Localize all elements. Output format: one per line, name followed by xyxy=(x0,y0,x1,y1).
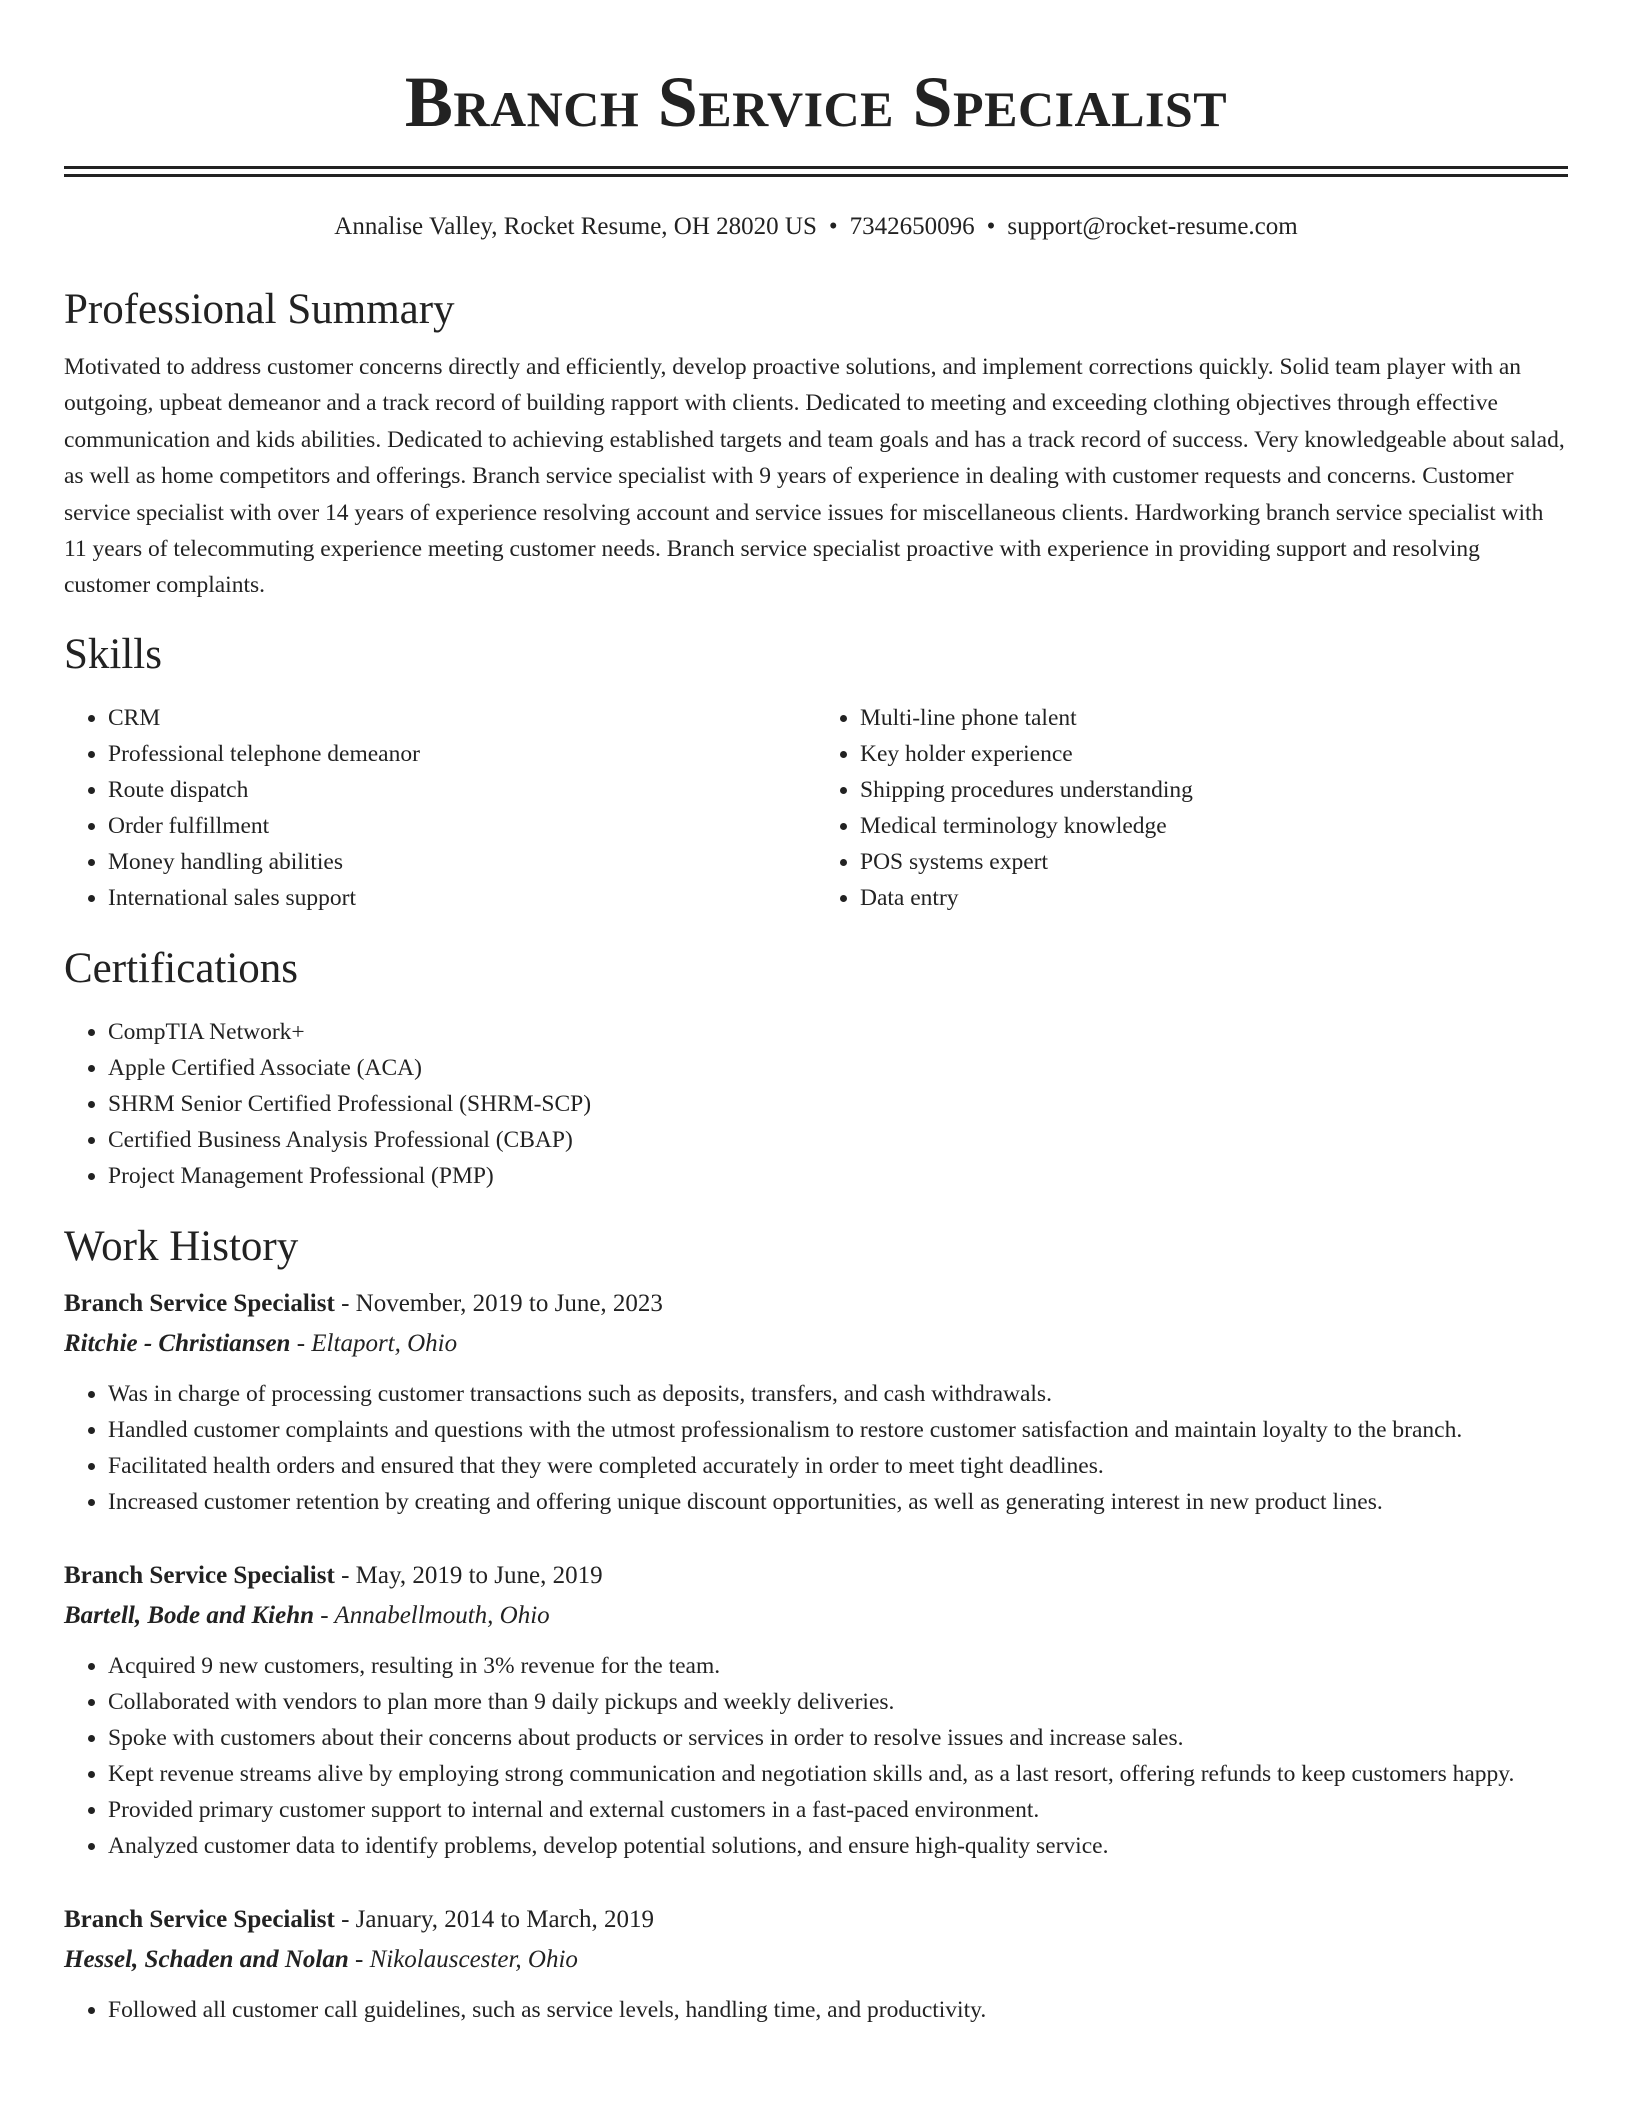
job-company-line: Ritchie - Christiansen - Eltaport, Ohio xyxy=(64,1329,458,1357)
job-company-line: Bartell, Bode and Kiehn - Annabellmouth, Ohio xyxy=(64,1601,550,1629)
job-company-line: Hessel, Schaden and Nolan - Nikolauscester, Ohio xyxy=(64,1945,578,1973)
skill-item: • Money handling abilities xyxy=(108,844,816,880)
contact-separator: • xyxy=(828,213,838,240)
job-dates: May, 2019 to June, 2019 xyxy=(355,1561,603,1589)
job-entry xyxy=(64,1284,1568,1520)
header-double-rule xyxy=(64,166,1568,177)
job-dates: January, 2014 to March, 2019 xyxy=(355,1905,654,1933)
skill-item: • Key holder experience xyxy=(860,736,1568,772)
job-bullet: • Spoke with customers about their concerns about products or services in order to resolve issues and increase sales. xyxy=(108,1720,1568,1756)
job-company: Ritchie - Christiansen xyxy=(64,1329,291,1357)
skills-heading: Skills xyxy=(64,630,162,678)
job-bullet: • Provided primary customer support to internal and external customers in a fast-paced environment. xyxy=(108,1792,1568,1828)
job-location: Nikolauscester, Ohio xyxy=(369,1945,578,1973)
job-title-line: Branch Service Specialist - May, 2019 to June, 2019 xyxy=(64,1561,603,1589)
skill-item: • International sales support xyxy=(108,880,816,916)
job-title: Branch Service Specialist xyxy=(64,1561,335,1589)
job-location: Eltaport, Ohio xyxy=(311,1329,458,1357)
certifications-heading: Certifications xyxy=(64,944,299,992)
contact-line xyxy=(64,211,1568,243)
job-bullet: • Kept revenue streams alive by employing strong communication and negotiation skills and, as a last resort, offering refunds to keep customers happy. xyxy=(108,1756,1568,1792)
job-title: Branch Service Specialist xyxy=(64,1905,335,1933)
contact-email: support@rocket-resume.com xyxy=(1007,213,1298,240)
job-bullet: • Collaborated with vendors to plan more than 9 daily pickups and weekly deliveries. xyxy=(108,1684,1568,1720)
job-bullet: • Was in charge of processing customer transactions such as deposits, transfers, and cash withdrawals. xyxy=(108,1376,1568,1412)
candidate-name: Branch Service Specialist xyxy=(404,62,1228,142)
skills-list-left xyxy=(64,700,816,916)
skill-item: • Medical terminology knowledge xyxy=(860,808,1568,844)
skills-columns xyxy=(64,700,1568,916)
certification-item: • Project Management Professional (PMP) xyxy=(108,1158,1568,1194)
certification-item: • Apple Certified Associate (ACA) xyxy=(108,1050,1568,1086)
job-bullets xyxy=(64,1376,1568,1520)
job-bullets xyxy=(64,1648,1568,1864)
job-title-line: Branch Service Specialist - November, 2019 to June, 2023 xyxy=(64,1289,663,1317)
job-entry xyxy=(64,1556,1568,1864)
certification-item: • Certified Business Analysis Professional (CBAP) xyxy=(108,1122,1568,1158)
job-bullet: • Increased customer retention by creating and offering unique discount opportunities, as well as generating interest in new product lines. xyxy=(108,1484,1568,1520)
contact-phone: 7342650096 xyxy=(849,213,975,240)
job-bullet: • Acquired 9 new customers, resulting in 3% revenue for the team. xyxy=(108,1648,1568,1684)
contact-separator: • xyxy=(986,213,996,240)
certification-item: • SHRM Senior Certified Professional (SHRM-SCP) xyxy=(108,1086,1568,1122)
job-bullets xyxy=(64,1992,1568,2028)
work-history-heading: Work History xyxy=(64,1222,299,1270)
job-bullet: • Analyzed customer data to identify problems, develop potential solutions, and ensure high-quality service. xyxy=(108,1828,1568,1864)
skill-item: • CRM xyxy=(108,700,816,736)
summary-text: Motivated to address customer concerns directly and efficiently, develop proactive solutions, and implement corrections quickly. Solid team player with an outgoing, upbeat demeanor and a track record of building rapport with clients. Dedicated to meeting and exceeding clothing objectives through effective communication and kids abilities. Dedicated to achieving established targets and team goals and has a track record of success. Very knowledgeable about salad, as well as home competitors and offerings. Branch service specialist with 9 years of experience in dealing with customer requests and concerns. Customer service specialist with over 14 years of experience resolving account and service issues for miscellaneous clients. Hardworking branch service specialist with 11 years of telecommuting experience meeting customer needs. Branch service specialist proactive with experience in providing support and resolving customer complaints. xyxy=(64,354,1565,599)
skill-item: • Route dispatch xyxy=(108,772,816,808)
skill-item: • Order fulfillment xyxy=(108,808,816,844)
skill-item: • Data entry xyxy=(860,880,1568,916)
job-location: Annabellmouth, Ohio xyxy=(334,1601,550,1629)
skill-item: • Shipping procedures understanding xyxy=(860,772,1568,808)
job-title: Branch Service Specialist xyxy=(64,1289,335,1317)
contact-address: Annalise Valley, Rocket Resume, OH 28020 US xyxy=(334,213,817,240)
job-title-line: Branch Service Specialist - January, 2014 to March, 2019 xyxy=(64,1905,654,1933)
job-bullet: • Followed all customer call guidelines, such as service levels, handling time, and productivity. xyxy=(108,1992,1568,2028)
job-bullet: • Handled customer complaints and questions with the utmost professionalism to restore customer satisfaction and maintain loyalty to the branch. xyxy=(108,1412,1568,1448)
job-company: Hessel, Schaden and Nolan xyxy=(64,1945,349,1973)
job-bullet: • Facilitated health orders and ensured that they were completed accurately in order to meet tight deadlines. xyxy=(108,1448,1568,1484)
job-entry xyxy=(64,1900,1568,2028)
skill-item: • Professional telephone demeanor xyxy=(108,736,816,772)
job-dates: November, 2019 to June, 2023 xyxy=(355,1289,663,1317)
summary-heading: Professional Summary xyxy=(64,286,455,333)
certifications-list xyxy=(64,1014,1568,1194)
skills-list-right xyxy=(816,700,1568,916)
certification-item: • CompTIA Network+ xyxy=(108,1014,1568,1050)
skill-item: • POS systems expert xyxy=(860,844,1568,880)
job-company: Bartell, Bode and Kiehn xyxy=(64,1601,315,1629)
skill-item: • Multi-line phone talent xyxy=(860,700,1568,736)
